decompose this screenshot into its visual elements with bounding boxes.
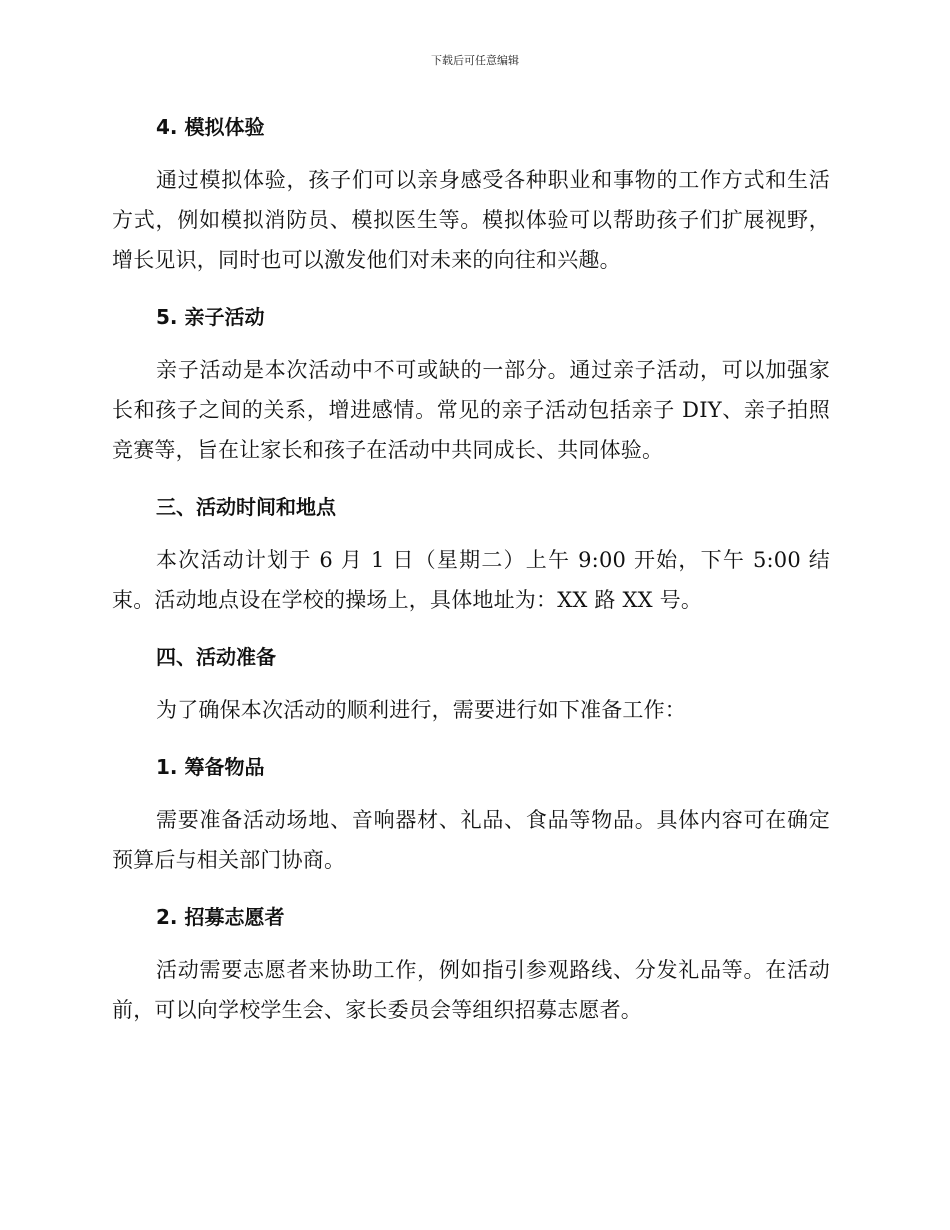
- paragraph-volunteers: 活动需要志愿者来协助工作，例如指引参观路线、分发礼品等。在活动前，可以向学校学生会、家长委员会等组织招募志愿者。: [112, 958, 830, 1022]
- section-heading-parent-child: 5. 亲子活动: [156, 305, 265, 329]
- section-heading-preparation: 四、活动准备: [156, 645, 276, 669]
- section-heading-supplies: 1. 筹备物品: [156, 755, 265, 779]
- section-heading-volunteers: 2. 招募志愿者: [156, 905, 285, 929]
- document-body: [112, 108, 830, 1030]
- paragraph-parent-child: 亲子活动是本次活动中不可或缺的一部分。通过亲子活动，可以加强家长和孩子之间的关系，增进感情。常见的亲子活动包括亲子 DIY、亲子拍照竞赛等，旨在让家长和孩子在活动中共同成长、共同体验。: [112, 358, 830, 462]
- paragraph-supplies: 需要准备活动场地、音响器材、礼品、食品等物品。具体内容可在确定预算后与相关部门协商。: [112, 808, 830, 872]
- paragraph-simulation: 通过模拟体验，孩子们可以亲身感受各种职业和事物的工作方式和生活方式，例如模拟消防员、模拟医生等。模拟体验可以帮助孩子们扩展视野，增长见识，同时也可以激发他们对未来的向往和兴趣。: [112, 168, 830, 272]
- section-heading-time-location: 三、活动时间和地点: [156, 495, 336, 519]
- paragraph-time-location: 本次活动计划于 6 月 1 日（星期二）上午 9:00 开始，下午 5:00 结束。活动地点设在学校的操场上，具体地址为：XX 路 XX 号。: [112, 548, 830, 612]
- paragraph-preparation: 为了确保本次活动的顺利进行，需要进行如下准备工作：: [156, 698, 686, 722]
- section-heading-simulation: 4. 模拟体验: [156, 115, 265, 139]
- page-header: 下载后可任意编辑: [431, 54, 519, 67]
